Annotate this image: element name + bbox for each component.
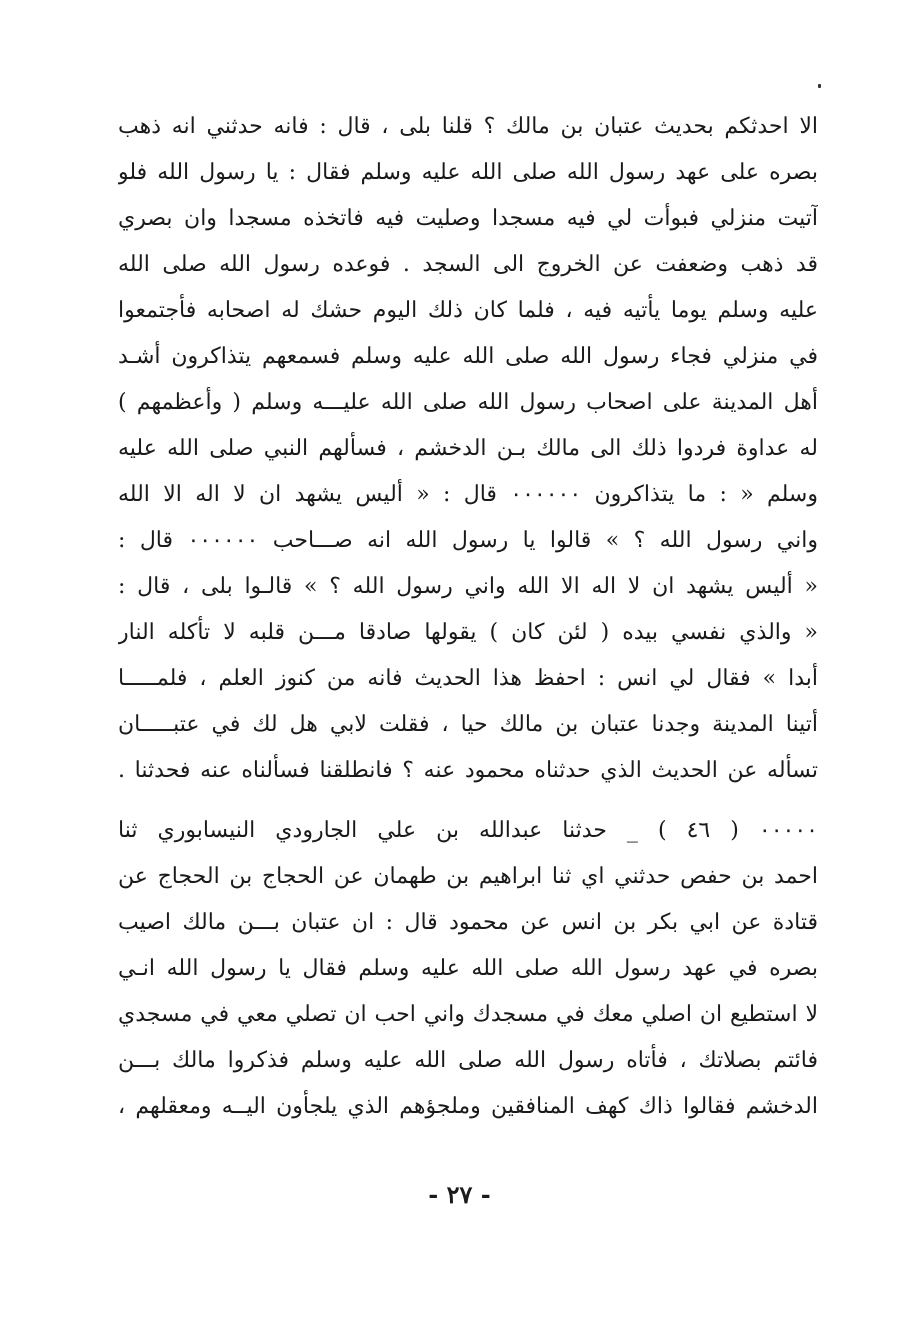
text-line: آتيت منزلي فبوأت لي فيه مسجدا وصليت فيه فاتخذه مسجدا وان بصري xyxy=(118,206,818,231)
text-line: « والذي نفسي بيده ( لئن كان ) يقولها صادقا مـــن قلبه لا تأكله النار xyxy=(118,620,818,645)
text-line: واني رسول الله ؟ » قالوا يا رسول الله انه صـــاحب ٠٠٠٠٠٠ قال : xyxy=(118,528,818,553)
paragraph-2 xyxy=(118,808,818,1130)
page-number: - ٢٧ - xyxy=(428,1180,491,1209)
text-line: بصره على عهد رسول الله صلى الله عليه وسلم فقال : يا رسول الله فلو xyxy=(118,160,818,185)
text-line: « أليس يشهد ان لا اله الا الله واني رسول الله ؟ » قالـوا بلى ، قال : xyxy=(118,574,818,599)
text-line: الدخشم فقالوا ذاك كهف المنافقين وملجؤهم الذي يلجأون اليــه ومعقلهم ، xyxy=(118,1094,818,1119)
paragraph-1 xyxy=(118,104,818,794)
text-line: أبدا » فقال لي انس : احفظ هذا الحديث فانه من كنوز العلم ، فلمـــــا xyxy=(118,666,818,691)
text-line: بصره في عهد رسول الله صلى الله عليه وسلم فقال يا رسول الله انـي xyxy=(118,956,818,981)
text-line: قد ذهب وضعفت عن الخروج الى السجد . فوعده رسول الله صلى الله xyxy=(118,252,818,277)
text-line: قتادة عن ابي بكر بن انس عن محمود قال : ان عتبان بـــن مالك اصيب xyxy=(118,910,818,935)
text-line: عليه وسلم يوما يأتيه فيه ، فلما كان ذلك اليوم حشك له اصحابه فأجتمعوا xyxy=(118,298,818,323)
text-line: أتينا المدينة وجدنا عتبان بن مالك حيا ، فقلت لابي هل لك في عتبـــــان xyxy=(118,712,818,737)
text-line: له عداوة فردوا ذلك الى مالك بـن الدخشم ، فسألهم النبي صلى الله عليه xyxy=(118,436,818,461)
text-line: الا احدثكم بحديث عتبان بن مالك ؟ قلنا بلى ، قال : فانه حدثني انه ذهب xyxy=(118,114,818,139)
text-line: تسأله عن الحديث الذي حدثناه محمود عنه ؟ فانطلقنا فسألناه عنه فحدثنا . xyxy=(118,758,818,783)
text-line: أهل المدينة على اصحاب رسول الله صلى الله عليـــه وسلم ( وأعظمهم ) xyxy=(118,390,818,415)
text-line: لا استطيع ان اصلي معك في مسجدك واني احب ان تصلي معي في مسجدي xyxy=(118,1002,818,1027)
text-line: احمد بن حفص حدثني اي ثنا ابراهيم بن طهمان عن الحجاج بن الحجاج عن xyxy=(118,864,818,889)
text-line: فائتم بصلاتك ، فأتاه رسول الله صلى الله عليه وسلم فذكروا مالك بـــن xyxy=(118,1048,818,1073)
scan-speck xyxy=(818,84,821,88)
text-line: ٠٠٠٠٠ ( ٤٦ ) _ حدثنا عبدالله بن علي الجارودي النيسابوري ثنا xyxy=(118,818,818,843)
text-line: في منزلي فجاء رسول الله صلى الله عليه وسلم فسمعهم يتذاكرون أشـد xyxy=(118,344,818,369)
text-line: وسلم « : ما يتذاكرون ٠٠٠٠٠٠ قال : « أليس يشهد ان لا اله الا الله xyxy=(118,482,818,507)
